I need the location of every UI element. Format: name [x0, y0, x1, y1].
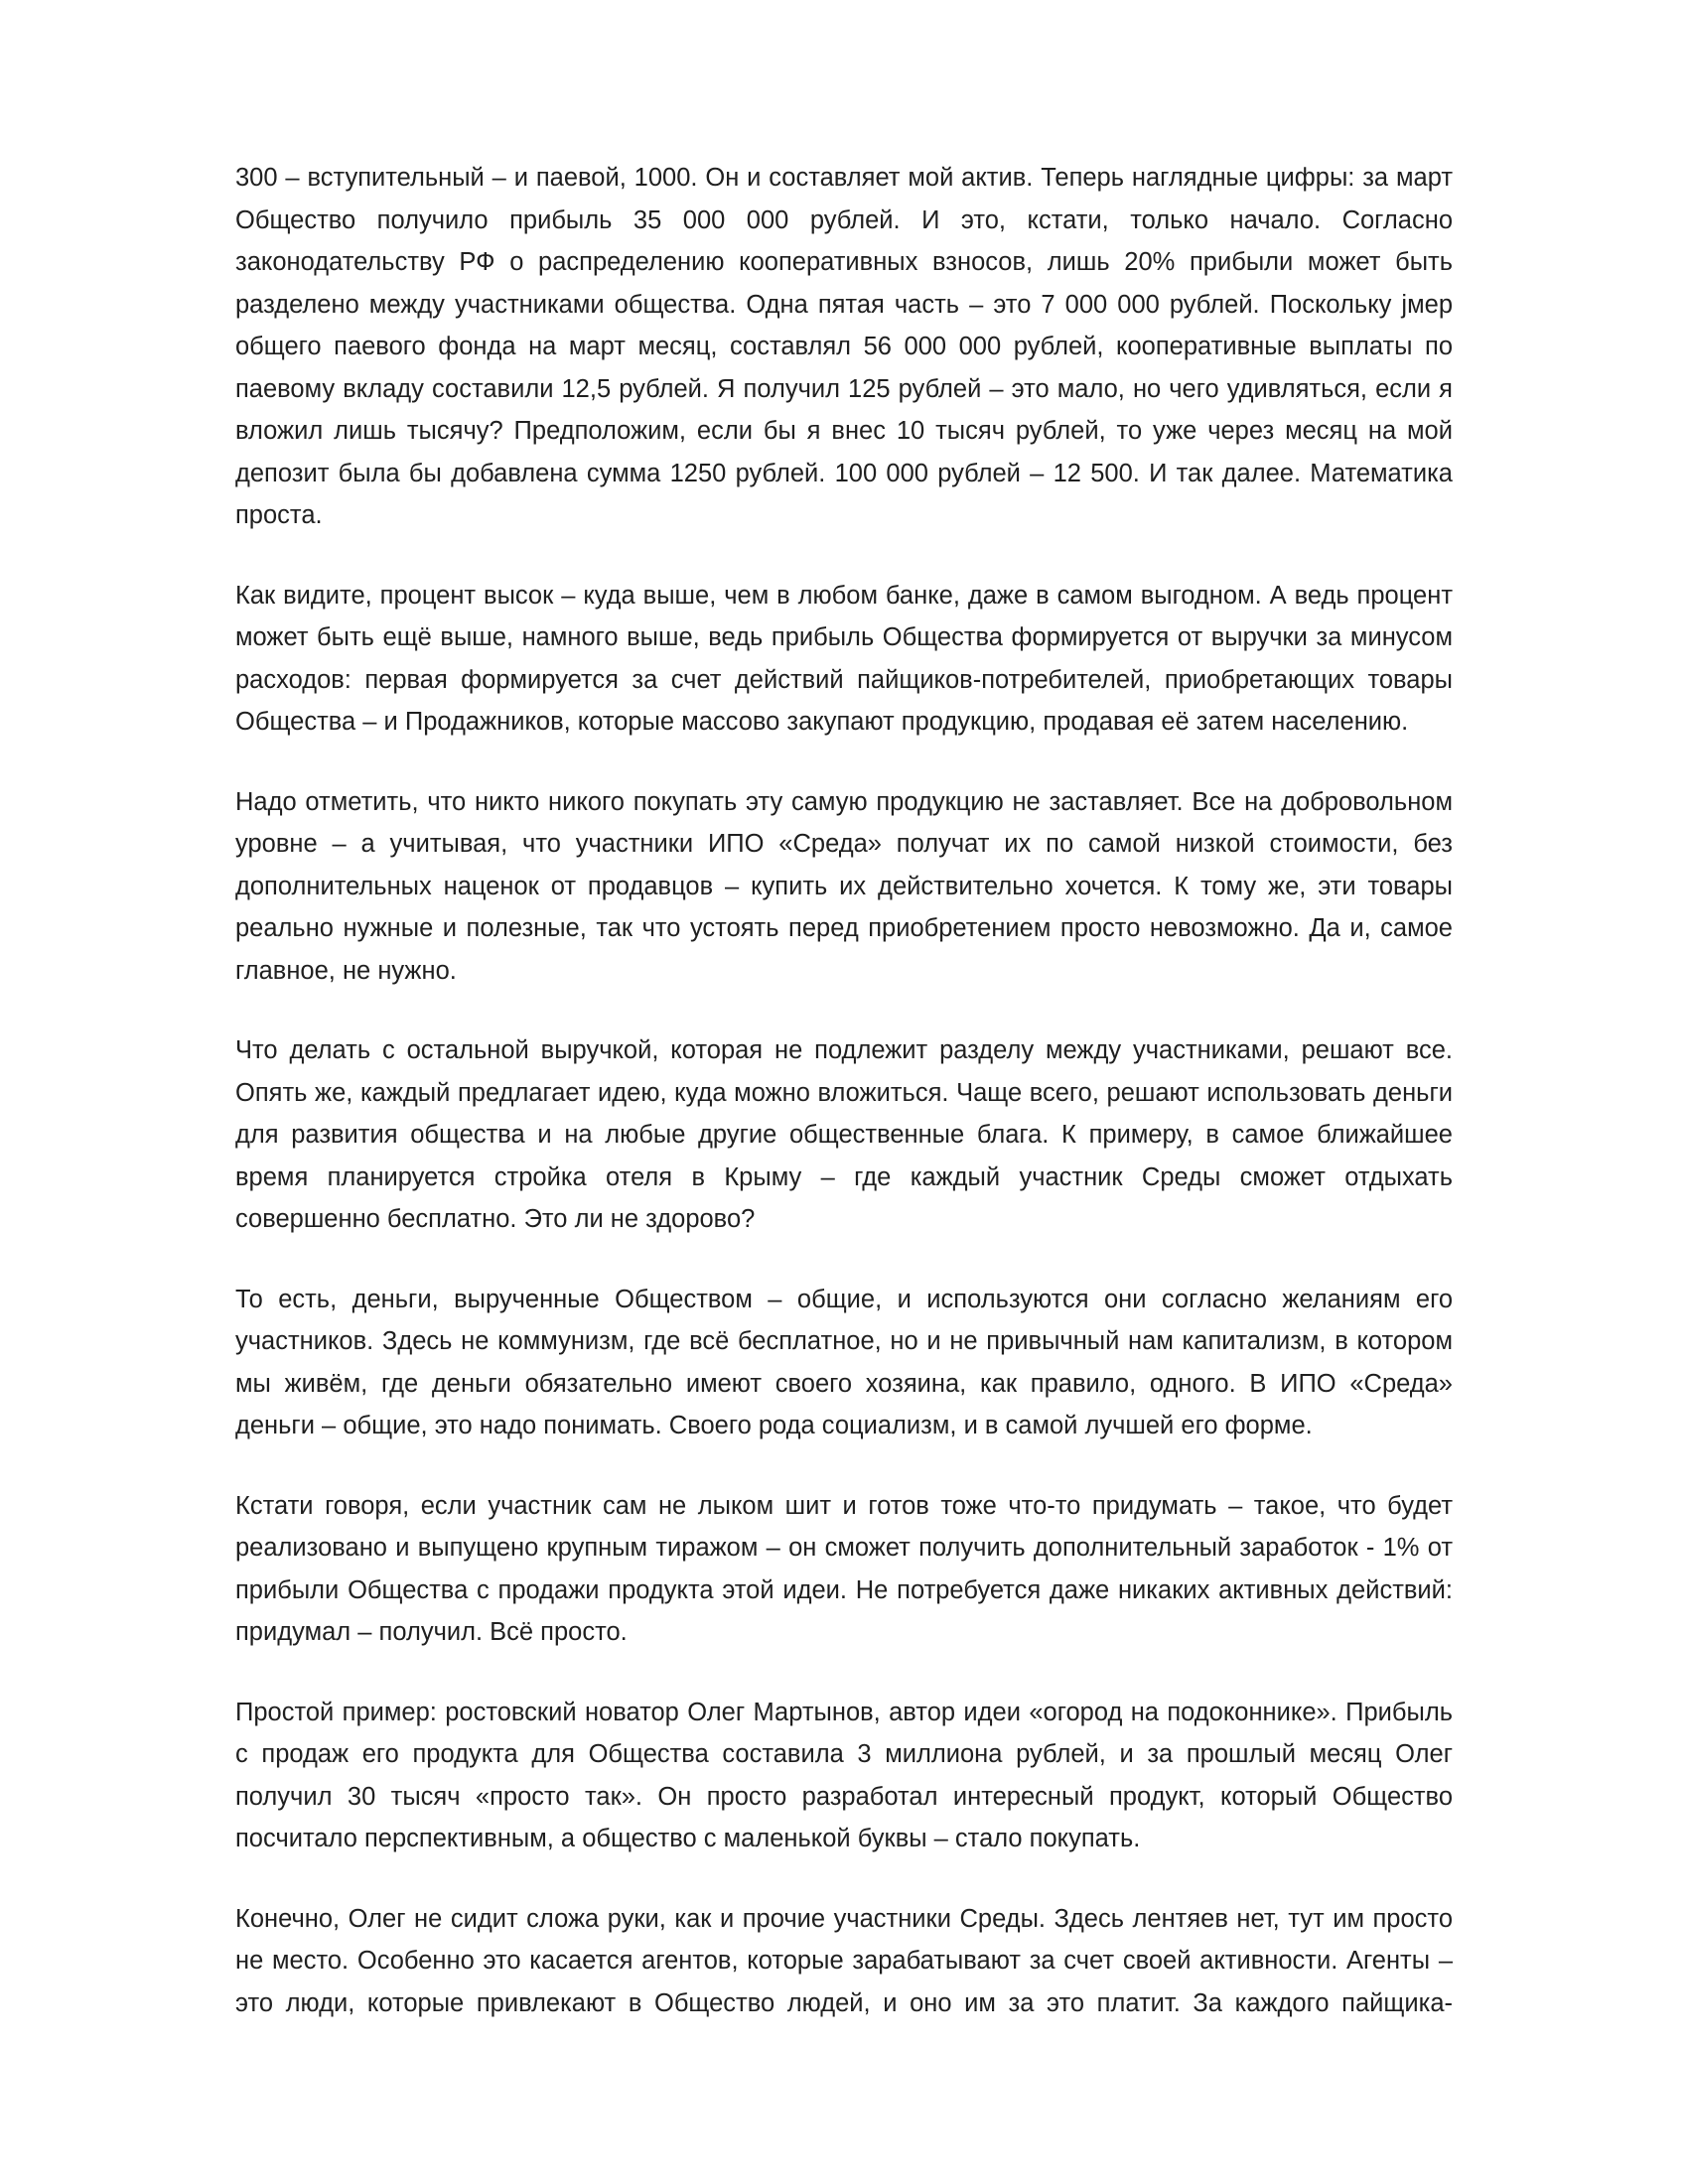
paragraph-3: Надо отметить, что никто никого покупать эту самую продукцию не заставляет. Все на добровольном уровне – а учитывая, что участники ИПО «Среда» получат их по самой низкой стоимости, без дополнительных наценок от продавцов – купить их действительно хочется. К тому же, эти товары реально нужные и полезные, так что устоять перед приобретением просто невозможно. Да и, самое главное, не нужно.	[235, 787, 1453, 985]
paragraph-8: Конечно, Олег не сидит сложа руки, как и прочие участники Среды. Здесь лентяев нет, тут им просто не место. Особенно это касается агентов, которые зарабатывают за счет своей активности. Агенты – это люди, которые привлекают в Общество людей, и оно им за это платит. За каждого пайщика-	[235, 1904, 1453, 2017]
document-body	[235, 157, 1453, 2062]
paragraph-1: 300 – вступительный – и паевой, 1000. Он и составляет мой актив. Теперь наглядные цифры: за март Общество получило прибыль 35 000 000 рублей. И это, кстати, только начало. Согласно законодательству РФ о распределению кооперативных взносов, лишь 20% прибыли может быть разделено между участниками общества. Одна пятая часть – это 7 000 000 рублей. Поскольку jмер общего паевого фонда на март месяц, составлял 56 000 000 рублей, кооперативные выплаты по паевому вкладу составили 12,5 рублей. Я получил 125 рублей – это мало, но чего удивляться, если я вложил лишь тысячу? Предположим, если бы я внес 10 тысяч рублей, то уже через месяц на мой депозит была бы добавлена сумма 1250 рублей. 100 000 рублей – 12 500. И так далее. Математика проста.	[235, 164, 1453, 529]
paragraph-7: Простой пример: ростовский новатор Олег Мартынов, автор идеи «огород на подоконнике». Прибыль с продаж его продукта для Общества составила 3 миллиона рублей, и за прошлый месяц Олег получил 30 тысяч «просто так». Он просто разработал интересный продукт, который Общество посчитало перспективным, а общество с маленькой буквы – стало покупать.	[235, 1698, 1453, 1852]
paragraph-2: Как видите, процент высок – куда выше, чем в любом банке, даже в самом выгодном. А ведь процент может быть ещё выше, намного выше, ведь прибыль Общества формируется от выручки за минусом расходов: первая формируется за счет действий пайщиков-потребителей, приобретающих товары Общества – и Продажников, которые массово закупают продукцию, продавая её затем населению.	[235, 581, 1453, 736]
paragraph-4: Что делать с остальной выручкой, которая не подлежит разделу между участниками, решают все. Опять же, каждый предлагает идею, куда можно вложиться. Чаще всего, решают использовать деньги для развития общества и на любые другие общественные блага. К примеру, в самое ближайшее время планируется стройка отеля в Крыму – где каждый участник Среды сможет отдыхать совершенно бесплатно. Это ли не здорово?	[235, 1036, 1453, 1233]
paragraph-5: То есть, деньги, вырученные Обществом – общие, и используются они согласно желаниям его участников. Здесь не коммунизм, где всё бесплатное, но и не привычный нам капитализм, в котором мы живём, где деньги обязательно имеют своего хозяина, как правило, одного. В ИПО «Среда» деньги – общие, это надо понимать. Своего рода социализм, и в самой лучшей его форме.	[235, 1285, 1453, 1439]
paragraph-6: Кстати говоря, если участник сам не лыком шит и готов тоже что-то придумать – такое, что будет реализовано и выпущено крупным тиражом – он сможет получить дополнительный заработок - 1% от прибыли Общества с продажи продукта этой идеи. Не потребуется даже никаких активных действий: придумал – получил. Всё просто.	[235, 1491, 1453, 1646]
